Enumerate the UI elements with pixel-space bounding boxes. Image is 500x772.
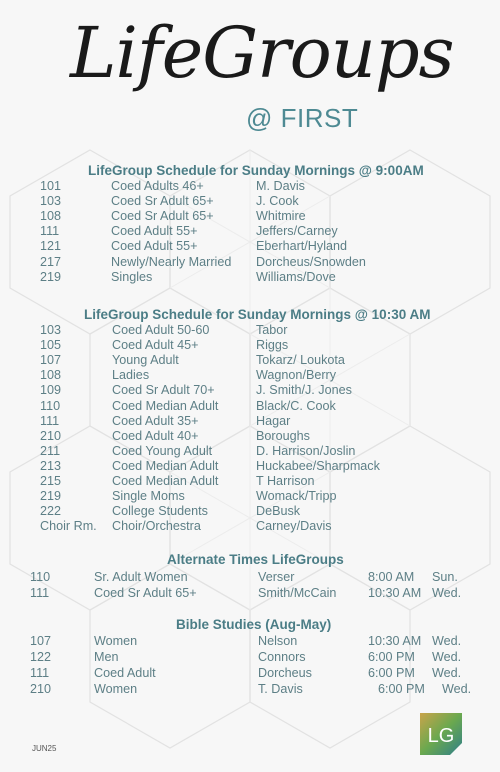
schedule-row [0, 323, 500, 338]
cell-leader: Riggs [256, 338, 289, 353]
schedule-row [0, 570, 500, 585]
cell-leader: J. Cook [256, 194, 299, 209]
footer-code: JUN25 [32, 744, 57, 753]
cell-day: Wed. [432, 666, 462, 680]
cell-leader: Wagnon/Berry [256, 368, 337, 383]
cell-group: Coed Adult 55+ [111, 239, 198, 254]
schedule-row [0, 194, 500, 209]
section-title-sunday-9am: LifeGroup Schedule for Sunday Mornings @ 9:00AM [88, 163, 424, 178]
cell-room: 219 [40, 269, 62, 284]
section-title-bible-studies: Bible Studies (Aug-May) [176, 617, 332, 632]
cell-leader: Black/C. Cook [256, 398, 336, 413]
schedule-row [0, 209, 500, 224]
cell-room: 217 [40, 254, 62, 269]
cell-leader: T. Davis [258, 682, 303, 696]
cell-group: Young Adult [112, 353, 179, 368]
cell-leader: J. Smith/J. Jones [256, 383, 352, 398]
cell-day: Wed. [442, 682, 472, 696]
lg-badge-icon [420, 713, 462, 755]
cell-room: 107 [30, 634, 52, 648]
cell-group: Women [94, 634, 138, 648]
cell-group: Coed Adult 50-60 [112, 323, 210, 337]
cell-room: 213 [40, 458, 62, 473]
cell-group: Coed Sr Adult 65+ [94, 586, 197, 600]
cell-room: 105 [40, 338, 62, 353]
cell-room: 215 [40, 474, 62, 488]
schedule-row [0, 270, 500, 285]
cell-day: Wed. [432, 634, 462, 648]
cell-leader: Connors [258, 650, 306, 664]
cell-group: Coed Young Adult [112, 443, 213, 458]
cell-room: 111 [30, 666, 50, 680]
schedule-row [0, 224, 500, 239]
schedule-row [0, 519, 500, 534]
schedule-row [0, 179, 500, 194]
schedule-row [0, 459, 500, 474]
schedule-row [0, 368, 500, 383]
cell-group: Men [94, 650, 119, 664]
cell-group: Women [94, 682, 138, 696]
cell-room: 111 [40, 224, 60, 239]
cell-time: 6:00 PM [368, 650, 415, 664]
cell-group: Single Moms [112, 489, 185, 504]
cell-room: 101 [40, 179, 62, 193]
cell-group: Choir/Orchestra [112, 519, 201, 534]
lifegroups-script-logo: LifeGroups [70, 12, 454, 94]
cell-day: Wed. [432, 586, 462, 600]
cell-leader: Williams/Dove [256, 269, 336, 284]
schedule-row [0, 338, 500, 353]
schedule-row [0, 444, 500, 459]
schedule-row [0, 399, 500, 414]
schedule-row [0, 666, 500, 681]
cell-leader: Huckabee/Sharpmack [256, 458, 380, 473]
cell-group: Coed Adult 45+ [112, 338, 199, 353]
schedule-row [0, 429, 500, 444]
cell-time: 6:00 PM [368, 666, 415, 680]
cell-group: Newly/Nearly Married [111, 254, 232, 269]
cell-room: 108 [40, 368, 62, 383]
cell-leader: Nelson [258, 634, 298, 648]
cell-leader: Verser [258, 570, 295, 584]
schedule-row [0, 489, 500, 504]
cell-leader: Smith/McCain [258, 586, 337, 600]
section-title-sunday-1030am: LifeGroup Schedule for Sunday Mornings @ 10:30 AM [84, 307, 431, 322]
cell-room: 110 [30, 570, 51, 584]
schedule-row [0, 255, 500, 270]
cell-room: 111 [30, 586, 50, 600]
cell-time: 10:30 AM [368, 634, 422, 648]
cell-group: Coed Sr Adult 65+ [111, 209, 214, 224]
cell-leader: Dorcheus/Snowden [256, 254, 366, 269]
cell-leader: Hagar [256, 413, 291, 428]
cell-leader: M. Davis [256, 179, 305, 193]
cell-group: College Students [112, 504, 208, 519]
schedule-row [0, 353, 500, 368]
cell-group: Coed Median Adult [112, 398, 219, 413]
cell-day: Wed. [432, 650, 462, 664]
at-first-subtitle: @ FIRST [246, 103, 359, 133]
cell-room: 210 [30, 682, 52, 696]
cell-leader: T Harrison [256, 474, 315, 488]
cell-room: 222 [40, 504, 62, 519]
cell-group: Coed Sr Adult 70+ [112, 383, 215, 398]
schedule-row [0, 650, 500, 665]
schedule-row [0, 634, 500, 649]
cell-time: 8:00 AM [368, 570, 415, 584]
cell-time: 6:00 PM [378, 682, 425, 696]
cell-group: Coed Median Adult [112, 474, 219, 488]
cell-leader: Jeffers/Carney [256, 224, 338, 239]
cell-room: 103 [40, 323, 62, 337]
cell-room: 107 [40, 353, 62, 368]
cell-room: 211 [40, 443, 61, 458]
cell-group: Ladies [112, 368, 150, 383]
cell-leader: Carney/Davis [256, 519, 332, 534]
cell-leader: D. Harrison/Joslin [256, 443, 356, 458]
cell-room: 219 [40, 489, 62, 504]
cell-day: Sun. [432, 570, 458, 584]
schedule-row [0, 682, 500, 697]
cell-leader: Dorcheus [258, 666, 312, 680]
cell-leader: Eberhart/Hyland [256, 239, 348, 254]
schedule-row [0, 504, 500, 519]
cell-room: 110 [40, 398, 61, 413]
cell-group: Coed Adult [94, 666, 156, 680]
cell-group: Coed Adult 35+ [112, 413, 199, 428]
cell-group: Coed Sr Adult 65+ [111, 194, 214, 209]
cell-group: Sr. Adult Women [94, 570, 188, 584]
cell-room: 122 [30, 650, 52, 664]
cell-room: 103 [40, 194, 62, 209]
cell-leader: DeBusk [256, 504, 301, 519]
cell-group: Coed Median Adult [112, 458, 219, 473]
cell-room: 210 [40, 428, 62, 443]
cell-leader: Whitmire [256, 209, 306, 224]
lg-badge-text: LG [427, 725, 455, 747]
cell-time: 10:30 AM [368, 586, 422, 600]
cell-leader: Tokarz/ Loukota [256, 353, 345, 368]
cell-room: 108 [40, 209, 62, 224]
cell-room: 111 [40, 413, 60, 428]
cell-group: Coed Adult 40+ [112, 428, 199, 443]
schedule-row [0, 474, 500, 489]
cell-group: Coed Adults 46+ [111, 179, 204, 193]
schedule-row [0, 586, 500, 601]
schedule-row [0, 414, 500, 429]
cell-leader: Boroughs [256, 428, 310, 443]
schedule-row [0, 383, 500, 398]
cell-room: Choir Rm. [40, 519, 97, 534]
cell-leader: Womack/Tripp [256, 489, 337, 504]
section-title-alternate: Alternate Times LifeGroups [167, 552, 344, 567]
cell-leader: Tabor [256, 323, 288, 337]
cell-room: 109 [40, 383, 62, 398]
schedule-row [0, 239, 500, 254]
cell-room: 121 [40, 239, 62, 254]
cell-group: Coed Adult 55+ [111, 224, 198, 239]
cell-group: Singles [111, 269, 153, 284]
